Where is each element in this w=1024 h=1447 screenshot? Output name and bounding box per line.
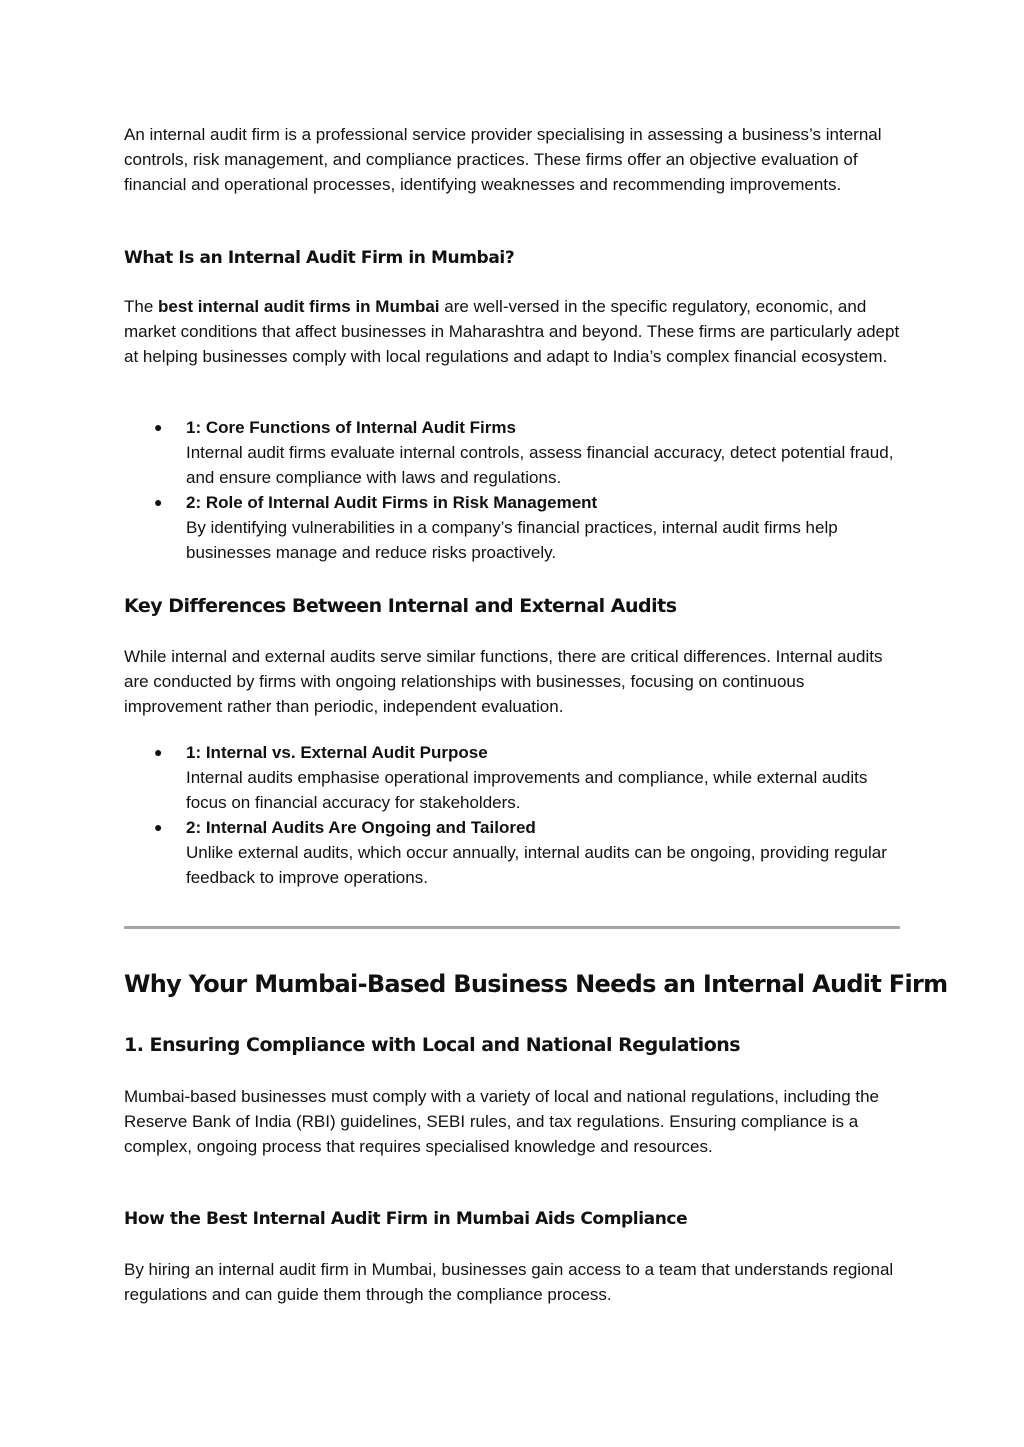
best-firms-link-text: best internal audit firms in Mumbai	[158, 297, 440, 316]
section1-list	[124, 415, 904, 565]
heading-how-best-firm-aids-compliance: How the Best Internal Audit Firm in Mumbai Aids Compliance	[124, 1209, 688, 1229]
list-item-title: 2: Internal Audits Are Ongoing and Tailored	[186, 818, 536, 837]
horizontal-rule	[124, 926, 900, 929]
section3-paragraph: Mumbai-based businesses must comply with a variety of local and national regulations, including the Reserve Bank of India (RBI) guidelines, SEBI rules, and tax regulations. Ensuring compliance is a complex, ongoing process that requires specialised knowledge and resources.	[124, 1087, 880, 1156]
list-item-title: 2: Role of Internal Audit Firms in Risk Management	[186, 493, 598, 512]
list-item	[124, 415, 904, 490]
section1-para-rest: are well-versed in the specific regulatory, economic, and market conditions that affect businesses in Maharashtra and beyond. These firms are particularly adept at helping businesses comply with local regulations and adapt to India’s complex financial ecosystem.	[124, 297, 900, 366]
bullet-icon: ●	[154, 494, 163, 510]
section3-paragraph-2: By hiring an internal audit firm in Mumbai, businesses gain access to a team that understands regional regulations and can guide them through the compliance process.	[124, 1260, 894, 1304]
list-item-title: 1: Core Functions of Internal Audit Firms	[186, 418, 516, 437]
list-item-title: 1: Internal vs. External Audit Purpose	[186, 743, 488, 762]
list-item	[124, 815, 904, 890]
list-item	[124, 740, 904, 815]
section1-paragraph	[124, 294, 904, 369]
heading-what-is-internal-audit-firm: What Is an Internal Audit Firm in Mumbai?	[124, 248, 515, 268]
section2-list	[124, 740, 904, 890]
bullet-icon: ●	[154, 419, 163, 435]
section2-paragraph: While internal and external audits serve similar functions, there are critical differences. Internal audits are conducted by firms with ongoing relationships with businesses, focusing on continuous improvement rather than periodic, independent evaluation.	[124, 647, 883, 716]
bullet-icon: ●	[154, 744, 163, 760]
list-item	[124, 490, 904, 565]
list-item-body: Internal audits emphasise operational improvements and compliance, while external audits focus on financial accuracy for stakeholders.	[186, 768, 868, 812]
bullet-icon: ●	[154, 819, 163, 835]
intro-paragraph: An internal audit firm is a professional service provider specialising in assessing a business’s internal controls, risk management, and compliance practices. These firms offer an objective evaluation of financial and operational processes, identifying weaknesses and recommending improvements.	[124, 125, 882, 194]
section1-para-prefix: The	[124, 297, 159, 316]
heading-why-mumbai-business-needs: Why Your Mumbai-Based Business Needs an Internal Audit Firm	[124, 970, 948, 998]
heading-key-differences: Key Differences Between Internal and External Audits	[124, 595, 677, 617]
heading-ensuring-compliance: 1. Ensuring Compliance with Local and National Regulations	[124, 1034, 741, 1056]
list-item-body: Unlike external audits, which occur annually, internal audits can be ongoing, providing regular feedback to improve operations.	[186, 843, 887, 887]
list-item-body: By identifying vulnerabilities in a company’s financial practices, internal audit firms help businesses manage and reduce risks proactively.	[186, 518, 838, 562]
list-item-body: Internal audit firms evaluate internal controls, assess financial accuracy, detect potential fraud, and ensure compliance with laws and regulations.	[186, 443, 894, 487]
